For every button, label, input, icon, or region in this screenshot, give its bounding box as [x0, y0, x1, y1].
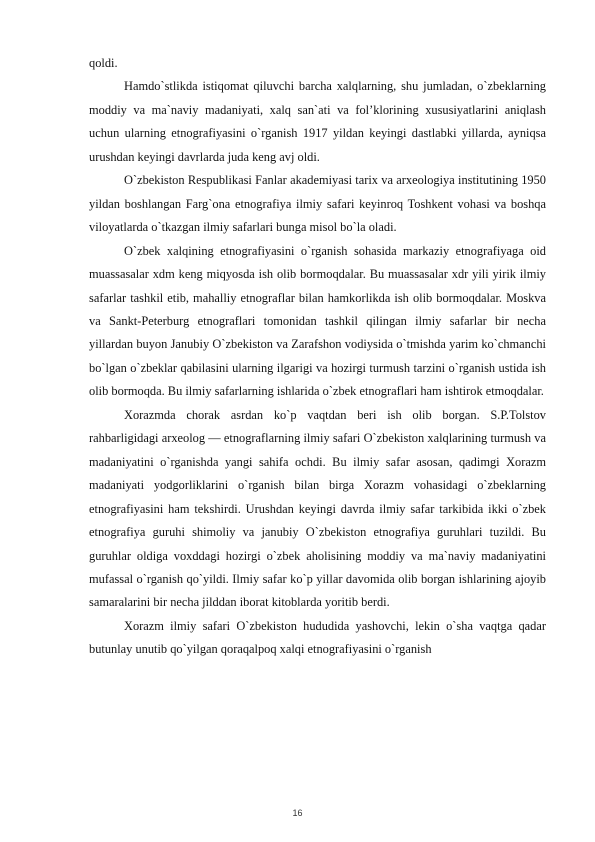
page-number: 16 — [292, 808, 303, 818]
paragraph-continuation: qoldi. — [89, 56, 118, 70]
paragraph-xorazm-ilmiy-safari: Xorazm ilmiy safari O`zbekiston hududida yashovchi, lekin o`sha vaqtga qadar butunlay unutib qo`yilgan qoraqalpoq xalqi etnografiyasini o`rganish — [89, 618, 546, 657]
paragraph-xorazm-tolstov: Xorazmda chorak asrdan ko`p vaqtdan beri ish olib borgan. S.P.Tolstov rahbarligidagi arxeolog — etnograflarning ilmiy safari O`zbekiston xalqlarining turmush va madaniyatini o`rganishda yangi sahifa ochdi. Bu ilmiy safar asosan, qadimgi Xorazm madaniyati yodgorliklarini o`rganish bilan birga Xorazm vohasidagi o`zbeklarning etnografiyasini ham tekshirdi. Urushdan keyingi davrda ilmiy safar tarkibida ikki o`zbek etnografiya guruhi shimoliy va janubiy O`zbekiston etnografiya guruhlari tuzildi. Bu guruhlar oldiga voxddagi hozirgi o`zbek aholisining moddiy va ma`naviy madaniyatini mufassal o`rganish qo`yildi. Ilmiy safar ko`p yillar davomida olib borgan ishlarining ajoyib samaralarini bir necha jilddan iborat kitoblarda yoritib berdi. — [89, 407, 546, 610]
paragraph-fanlar-akademiyasi: O`zbekiston Respublikasi Fanlar akademiyasi tarix va arxeologiya institutining 1950 yildan boshlangan Farg`ona etnografiya ilmiy safari keyinroq Toshkent vohasi va boshqa viloyatlarda o`tkazgan ilmiy safarlari bunga misol bo`la oladi. — [89, 173, 546, 235]
paragraph-hamdostlik: Hamdo`stlikda istiqomat qiluvchi barcha xalqlarning, shu jumladan, o`zbeklarning moddiy va ma`naviy madaniyati, xalq san`ati va fol’klorining xususiyatlarini aniqlash uchun ularning etnografiyasini o`rganish 1917 yildan keyingi dastlabki yillarda, ayniqsa urushdan keyingi davrlarda juda keng avj oldi. — [89, 79, 546, 164]
paragraph-etnografiya-muassasalari: O`zbek xalqining etnografiyasini o`rganish sohasida markaziy etnografiyaga oid muassasalar xdm keng miqyosda ish olib bormoqdalar. Bu muassasalar xdr yili yirik ilmiy safarlar tashkil etib, mahalliy etnograflar bilan hamkorlikda ish olib bormoqdalar. Moskva va Sankt-Peterburg etnograflari tomonidan tashkil qilingan ilmiy safarlar bir necha yillardan buyon Janubiy O`zbekiston va Zarafshon vodiysida o`tmishda yarim ko`chmanchi bo`lgan o`zbeklar qabilasini ularning ilgarigi va hozirgi turmush tarzini o`rganish ustida ish olib bormoqda. Bu ilmiy safarlarning ishlarida o`zbek etnograflari ham ishtirok etmoqdalar. — [89, 243, 546, 399]
document-body — [89, 52, 546, 662]
